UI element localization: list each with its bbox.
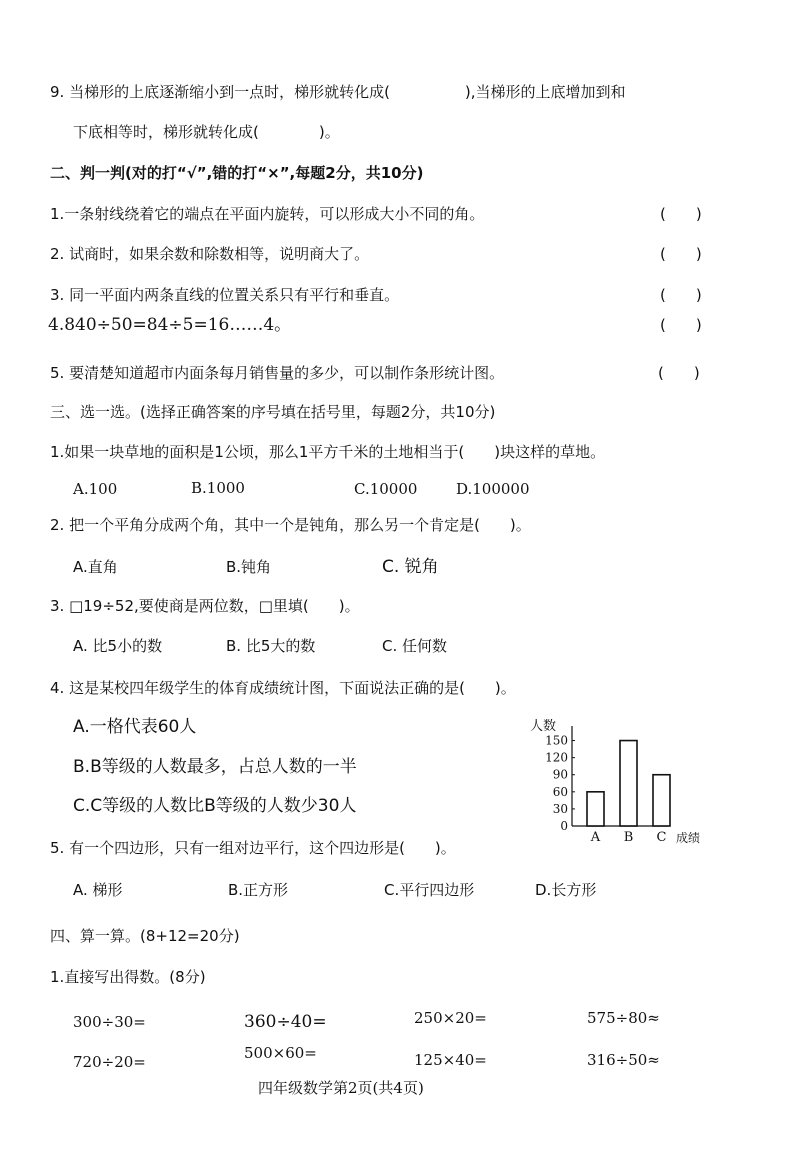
judge-paren-4[interactable]: ( ) xyxy=(660,316,702,334)
judge-paren-1[interactable]: ( ) xyxy=(660,205,702,223)
chart-y-tick-label: 30 xyxy=(552,801,568,816)
section3-heading: 三、选一选。(选择正确答案的序号填在括号里，每题2分，共10分) xyxy=(50,403,496,421)
judge-item-4: 4.840÷50=84÷5=16……4。 xyxy=(48,315,292,335)
choice-q5-option-a[interactable]: A. 梯形 xyxy=(73,881,123,899)
choice-q3-option-b[interactable]: B. 比5大的数 xyxy=(226,637,316,655)
calc-6: 500×60= xyxy=(244,1044,317,1062)
page-footer: 四年级数学第2页(共4页) xyxy=(258,1079,424,1097)
choice-q3: 3. □19÷52,要使商是两位数，□里填( )。 xyxy=(50,597,360,615)
chart-category-label: C xyxy=(656,830,667,845)
judge-item-1: 1.一条射线绕着它的端点在平面内旋转，可以形成大小不同的角。 xyxy=(50,205,485,223)
chart-y-tick-label: 60 xyxy=(552,784,568,799)
choice-q1-option-a[interactable]: A.100 xyxy=(73,480,118,498)
choice-q1-option-b[interactable]: B.1000 xyxy=(191,479,245,497)
judge-paren-3[interactable]: ( ) xyxy=(660,286,702,304)
chart-bar-b xyxy=(620,741,637,826)
choice-q4-option-b[interactable]: B.B等级的人数最多，占总人数的一半 xyxy=(73,757,357,777)
chart-category-label: B xyxy=(623,830,634,845)
choice-q4: 4. 这是某校四年级学生的体育成绩统计图，下面说法正确的是( )。 xyxy=(50,679,516,697)
judge-item-5: 5. 要清楚知道超市内面条每月销售量的多少，可以制作条形统计图。 xyxy=(50,364,505,382)
q9-line2: 下底相等时，梯形就转化成( )。 xyxy=(73,123,340,141)
choice-q4-option-a[interactable]: A.一格代表60人 xyxy=(73,717,197,737)
choice-q3-option-c[interactable]: C. 任何数 xyxy=(382,637,448,655)
choice-q5-option-b[interactable]: B.正方形 xyxy=(228,881,289,899)
chart-category-label: A xyxy=(590,830,601,845)
choice-q1: 1.如果一块草地的面积是1公顷，那么1平方千米的土地相当于( )块这样的草地。 xyxy=(50,443,606,461)
section4-sub1: 1.直接写出得数。(8分) xyxy=(50,968,206,986)
chart-y-label: 人数 xyxy=(530,719,557,734)
calc-1: 300÷30= xyxy=(73,1013,146,1031)
section2-heading: 二、判一判(对的打“√”,错的打“×”,每题2分，共10分) xyxy=(50,164,424,182)
calc-3: 250×20= xyxy=(414,1009,487,1027)
judge-item-3: 3. 同一平面内两条直线的位置关系只有平行和垂直。 xyxy=(50,286,400,304)
choice-q5: 5. 有一个四边形，只有一组对边平行，这个四边形是( )。 xyxy=(50,839,456,857)
chart-x-label: 成绩 xyxy=(676,831,701,845)
section4-heading: 四、算一算。(8+12=20分) xyxy=(50,927,240,945)
chart-bar-c xyxy=(653,775,670,826)
choice-q3-option-a[interactable]: A. 比5小的数 xyxy=(73,637,163,655)
choice-q5-option-c[interactable]: C.平行四边形 xyxy=(384,881,475,899)
chart-y-tick-label: 0 xyxy=(560,819,568,833)
choice-q2-option-c[interactable]: C. 锐角 xyxy=(382,557,439,577)
judge-item-2: 2. 试商时，如果余数和除数相等，说明商大了。 xyxy=(50,245,370,263)
judge-paren-2[interactable]: ( ) xyxy=(660,245,702,263)
judge-paren-5[interactable]: ( ) xyxy=(658,364,700,382)
chart-bar-a xyxy=(587,792,604,826)
chart-y-tick-label: 90 xyxy=(552,767,568,782)
choice-q2-option-b[interactable]: B.钝角 xyxy=(226,558,272,576)
chart-y-tick-label: 120 xyxy=(545,750,568,765)
calc-2: 360÷40= xyxy=(244,1012,327,1032)
chart-y-tick-label: 150 xyxy=(545,733,568,748)
choice-q5-option-d[interactable]: D.长方形 xyxy=(535,881,597,899)
q9-line1: 9. 当梯形的上底逐渐缩小到一点时，梯形就转化成( ),当梯形的上底增加到和 xyxy=(50,83,626,101)
choice-q1-option-d[interactable]: D.100000 xyxy=(456,480,530,498)
calc-4: 575÷80≈ xyxy=(587,1009,660,1027)
choice-q1-option-c[interactable]: C.10000 xyxy=(354,480,418,498)
calc-5: 720÷20= xyxy=(73,1053,146,1071)
choice-q2-option-a[interactable]: A.直角 xyxy=(73,558,118,576)
calc-8: 316÷50≈ xyxy=(587,1051,660,1069)
calc-7: 125×40= xyxy=(414,1051,487,1069)
choice-q2: 2. 把一个平角分成两个角，其中一个是钝角，那么另一个肯定是( )。 xyxy=(50,516,531,534)
sports-score-bar-chart xyxy=(528,716,718,851)
choice-q4-option-c[interactable]: C.C等级的人数比B等级的人数少30人 xyxy=(73,796,357,816)
